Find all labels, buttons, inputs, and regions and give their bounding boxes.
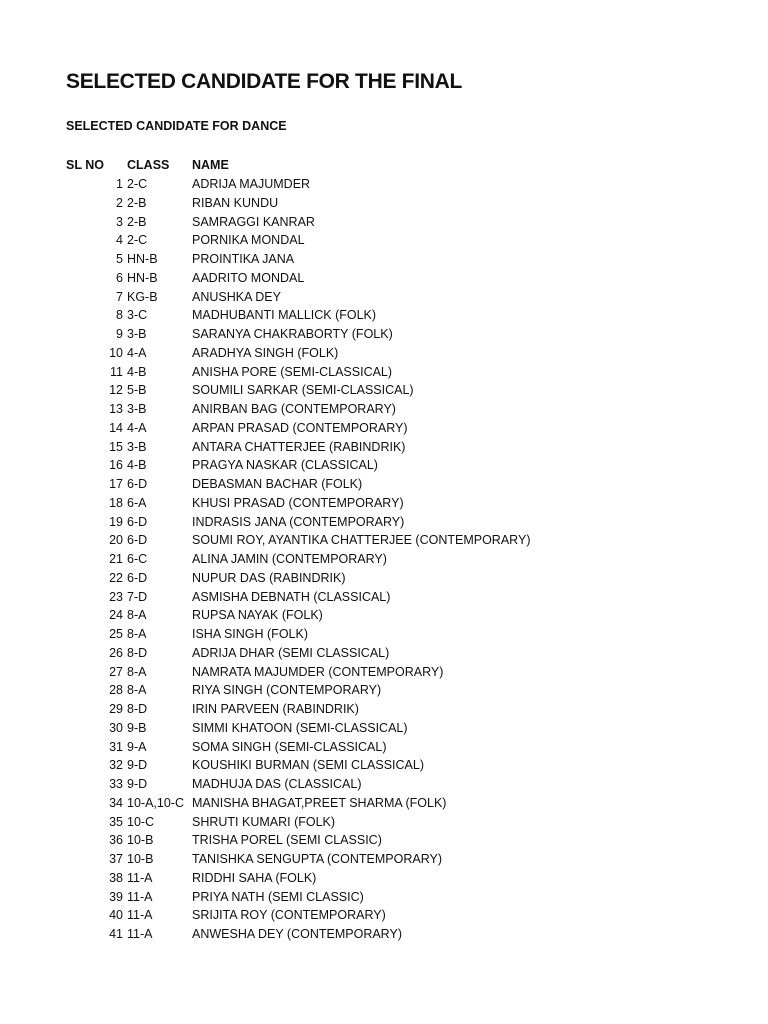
sl-no-cell: 3 (116, 214, 123, 229)
sl-no-cell: 25 (109, 627, 123, 641)
sl-no-cell: 23 (109, 589, 123, 604)
name-cell: ANIRBAN BAG (CONTEMPORARY) (192, 402, 396, 416)
name-cell: PRAGYA NASKAR (CLASSICAL) (192, 458, 378, 473)
class-cell: 9-D (127, 758, 148, 773)
class-cell: 6-D (127, 514, 148, 529)
table-row (66, 456, 530, 475)
name-cell: ANWESHA DEY (CONTEMPORARY) (192, 927, 402, 941)
table-row (66, 194, 530, 213)
name-cell: KOUSHIKI BURMAN (SEMI CLASSICAL) (192, 758, 424, 773)
table-row (66, 606, 530, 625)
name-cell: ADRIJA DHAR (SEMI CLASSICAL) (192, 645, 390, 660)
sl-no-cell: 11 (110, 364, 123, 379)
name-cell: AADRITO MONDAL (192, 270, 305, 285)
name-cell: NUPUR DAS (RABINDRIK) (192, 570, 346, 585)
name-cell: INDRASIS JANA (CONTEMPORARY) (192, 514, 405, 529)
class-cell: 11-A (127, 908, 153, 923)
class-cell: 3-B (127, 402, 147, 416)
name-cell: MADHUBANTI MALLICK (FOLK) (192, 308, 377, 323)
sl-no-cell: 34 (109, 795, 123, 810)
sl-no-cell: 8 (116, 308, 123, 323)
table-row (66, 906, 530, 925)
sl-no-cell: 17 (109, 477, 123, 491)
name-cell: SHRUTI KUMARI (FOLK) (192, 814, 336, 829)
name-cell: MANISHA BHAGAT,PREET SHARMA (FOLK) (192, 795, 447, 810)
class-cell: 5-B (127, 383, 147, 398)
class-cell: 8-A (127, 608, 147, 623)
table-row (66, 700, 530, 719)
table-row (66, 925, 530, 944)
table-row (66, 756, 530, 775)
class-cell: 2-B (127, 195, 147, 210)
name-cell: TANISHKA SENGUPTA (CONTEMPORARY) (192, 852, 443, 866)
name-cell: NAMRATA MAJUMDER (CONTEMPORARY) (192, 664, 444, 679)
name-cell: ARPAN PRASAD (CONTEMPORARY) (192, 420, 408, 435)
table-header-row (66, 156, 530, 175)
sl-no-cell: 20 (109, 533, 123, 548)
sl-no-cell: 10 (109, 345, 123, 360)
sl-no-cell: 16 (109, 458, 123, 473)
name-cell: SIMMI KHATOON (SEMI-CLASSICAL) (192, 720, 408, 735)
table-row (66, 231, 530, 250)
sl-no-cell: 39 (109, 889, 123, 904)
name-cell: PRIYA NATH (SEMI CLASSIC) (192, 889, 364, 904)
table-row (66, 644, 530, 663)
name-cell: PROINTIKA JANA (192, 252, 295, 266)
class-cell: 11-A (127, 870, 153, 885)
sl-no-cell: 1 (116, 177, 123, 191)
name-cell: ISHA SINGH (FOLK) (192, 627, 308, 641)
class-cell: 3-B (127, 327, 147, 341)
table-row (66, 869, 530, 888)
sl-no-cell: 19 (109, 514, 123, 529)
class-cell: 11-A (127, 889, 153, 904)
class-cell: KG-B (127, 289, 158, 304)
class-cell: 6-A (127, 495, 147, 510)
sl-no-cell: 28 (109, 683, 123, 698)
table-body (66, 175, 530, 944)
table-row (66, 625, 530, 644)
class-cell: 6-D (127, 477, 148, 491)
table-row (66, 681, 530, 700)
table-row (66, 813, 530, 832)
table-row (66, 381, 530, 400)
name-cell: ANISHA PORE (SEMI-CLASSICAL) (192, 364, 393, 379)
table-row (66, 850, 530, 869)
class-cell: 8-A (127, 627, 147, 641)
table-row (66, 288, 530, 307)
name-cell: DEBASMAN BACHAR (FOLK) (192, 477, 363, 491)
name-cell: RIYA SINGH (CONTEMPORARY) (192, 683, 382, 698)
sl-no-cell: 12 (109, 383, 123, 398)
sl-no-cell: 21 (109, 552, 123, 566)
name-cell: SARANYA CHAKRABORTY (FOLK) (192, 327, 393, 341)
sl-no-cell: 18 (109, 495, 123, 510)
table-row (66, 588, 530, 607)
table-row (66, 175, 530, 194)
class-cell: 6-D (127, 570, 148, 585)
class-cell: 10-B (127, 852, 154, 866)
table-row (66, 344, 530, 363)
table-row (66, 831, 530, 850)
table-row (66, 513, 530, 532)
class-cell: 2-C (127, 177, 148, 191)
sl-no-cell: 15 (109, 439, 123, 454)
column-header-class: CLASS (127, 158, 170, 172)
sl-no-cell: 32 (109, 758, 123, 773)
name-cell: RIBAN KUNDU (192, 195, 279, 210)
class-cell: 6-D (127, 533, 148, 548)
table-row (66, 494, 530, 513)
class-cell: 4-A (127, 345, 147, 360)
column-header-sl-no: SL NO (66, 158, 104, 172)
class-cell: 6-C (127, 552, 148, 566)
class-cell: HN-B (127, 252, 158, 266)
sl-no-cell: 13 (109, 402, 123, 416)
section-subtitle: SELECTED CANDIDATE FOR DANCE (66, 119, 287, 133)
name-cell: PORNIKA MONDAL (192, 233, 305, 248)
sl-no-cell: 6 (116, 270, 123, 285)
name-cell: RUPSA NAYAK (FOLK) (192, 608, 323, 623)
sl-no-cell: 37 (109, 852, 123, 866)
table-row (66, 363, 530, 382)
class-cell: 8-A (127, 683, 147, 698)
class-cell: 9-A (127, 739, 147, 754)
sl-no-cell: 22 (109, 570, 123, 585)
name-cell: IRIN PARVEEN (RABINDRIK) (192, 702, 359, 716)
class-cell: 3-B (127, 439, 147, 454)
name-cell: SOUMI ROY, AYANTIKA CHATTERJEE (CONTEMPORARY) (192, 533, 531, 548)
table-row (66, 719, 530, 738)
table-row (66, 475, 530, 494)
name-cell: SRIJITA ROY (CONTEMPORARY) (192, 908, 386, 923)
table-row (66, 569, 530, 588)
name-cell: SAMRAGGI KANRAR (192, 214, 315, 229)
sl-no-cell: 2 (116, 195, 123, 210)
class-cell: 3-C (127, 308, 148, 323)
sl-no-cell: 4 (116, 233, 123, 248)
table-row (66, 306, 530, 325)
class-cell: 10-A,10-C (127, 795, 184, 810)
class-cell: 8-A (127, 664, 147, 679)
table-row (66, 550, 530, 569)
class-cell: 7-D (127, 589, 148, 604)
sl-no-cell: 5 (116, 252, 123, 266)
name-cell: ALINA JAMIN (CONTEMPORARY) (192, 552, 387, 566)
name-cell: RIDDHI SAHA (FOLK) (192, 870, 317, 885)
name-cell: SOMA SINGH (SEMI-CLASSICAL) (192, 739, 387, 754)
class-cell: 9-D (127, 777, 148, 791)
name-cell: SOUMILI SARKAR (SEMI-CLASSICAL) (192, 383, 414, 398)
sl-no-cell: 29 (109, 702, 123, 716)
class-cell: 2-C (127, 233, 148, 248)
page-title: SELECTED CANDIDATE FOR THE FINAL (66, 70, 463, 93)
table-row (66, 269, 530, 288)
class-cell: 9-B (127, 720, 147, 735)
name-cell: TRISHA POREL (SEMI CLASSIC) (192, 833, 382, 848)
sl-no-cell: 24 (109, 608, 123, 623)
column-header-name: NAME (192, 158, 229, 172)
sl-no-cell: 35 (109, 814, 123, 829)
sl-no-cell: 31 (109, 739, 123, 754)
class-cell: 4-B (127, 364, 147, 379)
table-row (66, 325, 530, 344)
class-cell: HN-B (127, 270, 158, 285)
name-cell: MADHUJA DAS (CLASSICAL) (192, 777, 362, 791)
sl-no-cell: 26 (109, 645, 123, 660)
name-cell: ANTARA CHATTERJEE (RABINDRIK) (192, 439, 406, 454)
name-cell: KHUSI PRASAD (CONTEMPORARY) (192, 495, 404, 510)
name-cell: ASMISHA DEBNATH (CLASSICAL) (192, 589, 391, 604)
table-row (66, 794, 530, 813)
name-cell: ADRIJA MAJUMDER (192, 177, 311, 191)
table-row (66, 738, 530, 757)
class-cell: 11-A (127, 927, 153, 941)
sl-no-cell: 41 (109, 927, 123, 941)
sl-no-cell: 27 (109, 664, 123, 679)
table-row (66, 419, 530, 438)
name-cell: ANUSHKA DEY (192, 289, 281, 304)
sl-no-cell: 7 (116, 289, 123, 304)
sl-no-cell: 33 (109, 777, 123, 791)
sl-no-cell: 14 (109, 420, 123, 435)
name-cell: ARADHYA SINGH (FOLK) (192, 345, 339, 360)
class-cell: 4-A (127, 420, 147, 435)
class-cell: 2-B (127, 214, 147, 229)
sl-no-cell: 9 (116, 327, 123, 341)
table-row (66, 531, 530, 550)
table-row (66, 250, 530, 269)
class-cell: 8-D (127, 645, 148, 660)
class-cell: 10-B (127, 833, 154, 848)
candidate-table (66, 156, 530, 944)
sl-no-cell: 36 (109, 833, 123, 848)
sl-no-cell: 30 (109, 720, 123, 735)
table-row (66, 663, 530, 682)
class-cell: 8-D (127, 702, 148, 716)
table-row (66, 213, 530, 232)
sl-no-cell: 38 (109, 870, 123, 885)
sl-no-cell: 40 (109, 908, 123, 923)
table-row (66, 438, 530, 457)
table-row (66, 400, 530, 419)
class-cell: 10-C (127, 814, 155, 829)
class-cell: 4-B (127, 458, 147, 473)
table-row (66, 775, 530, 794)
table-row (66, 888, 530, 907)
